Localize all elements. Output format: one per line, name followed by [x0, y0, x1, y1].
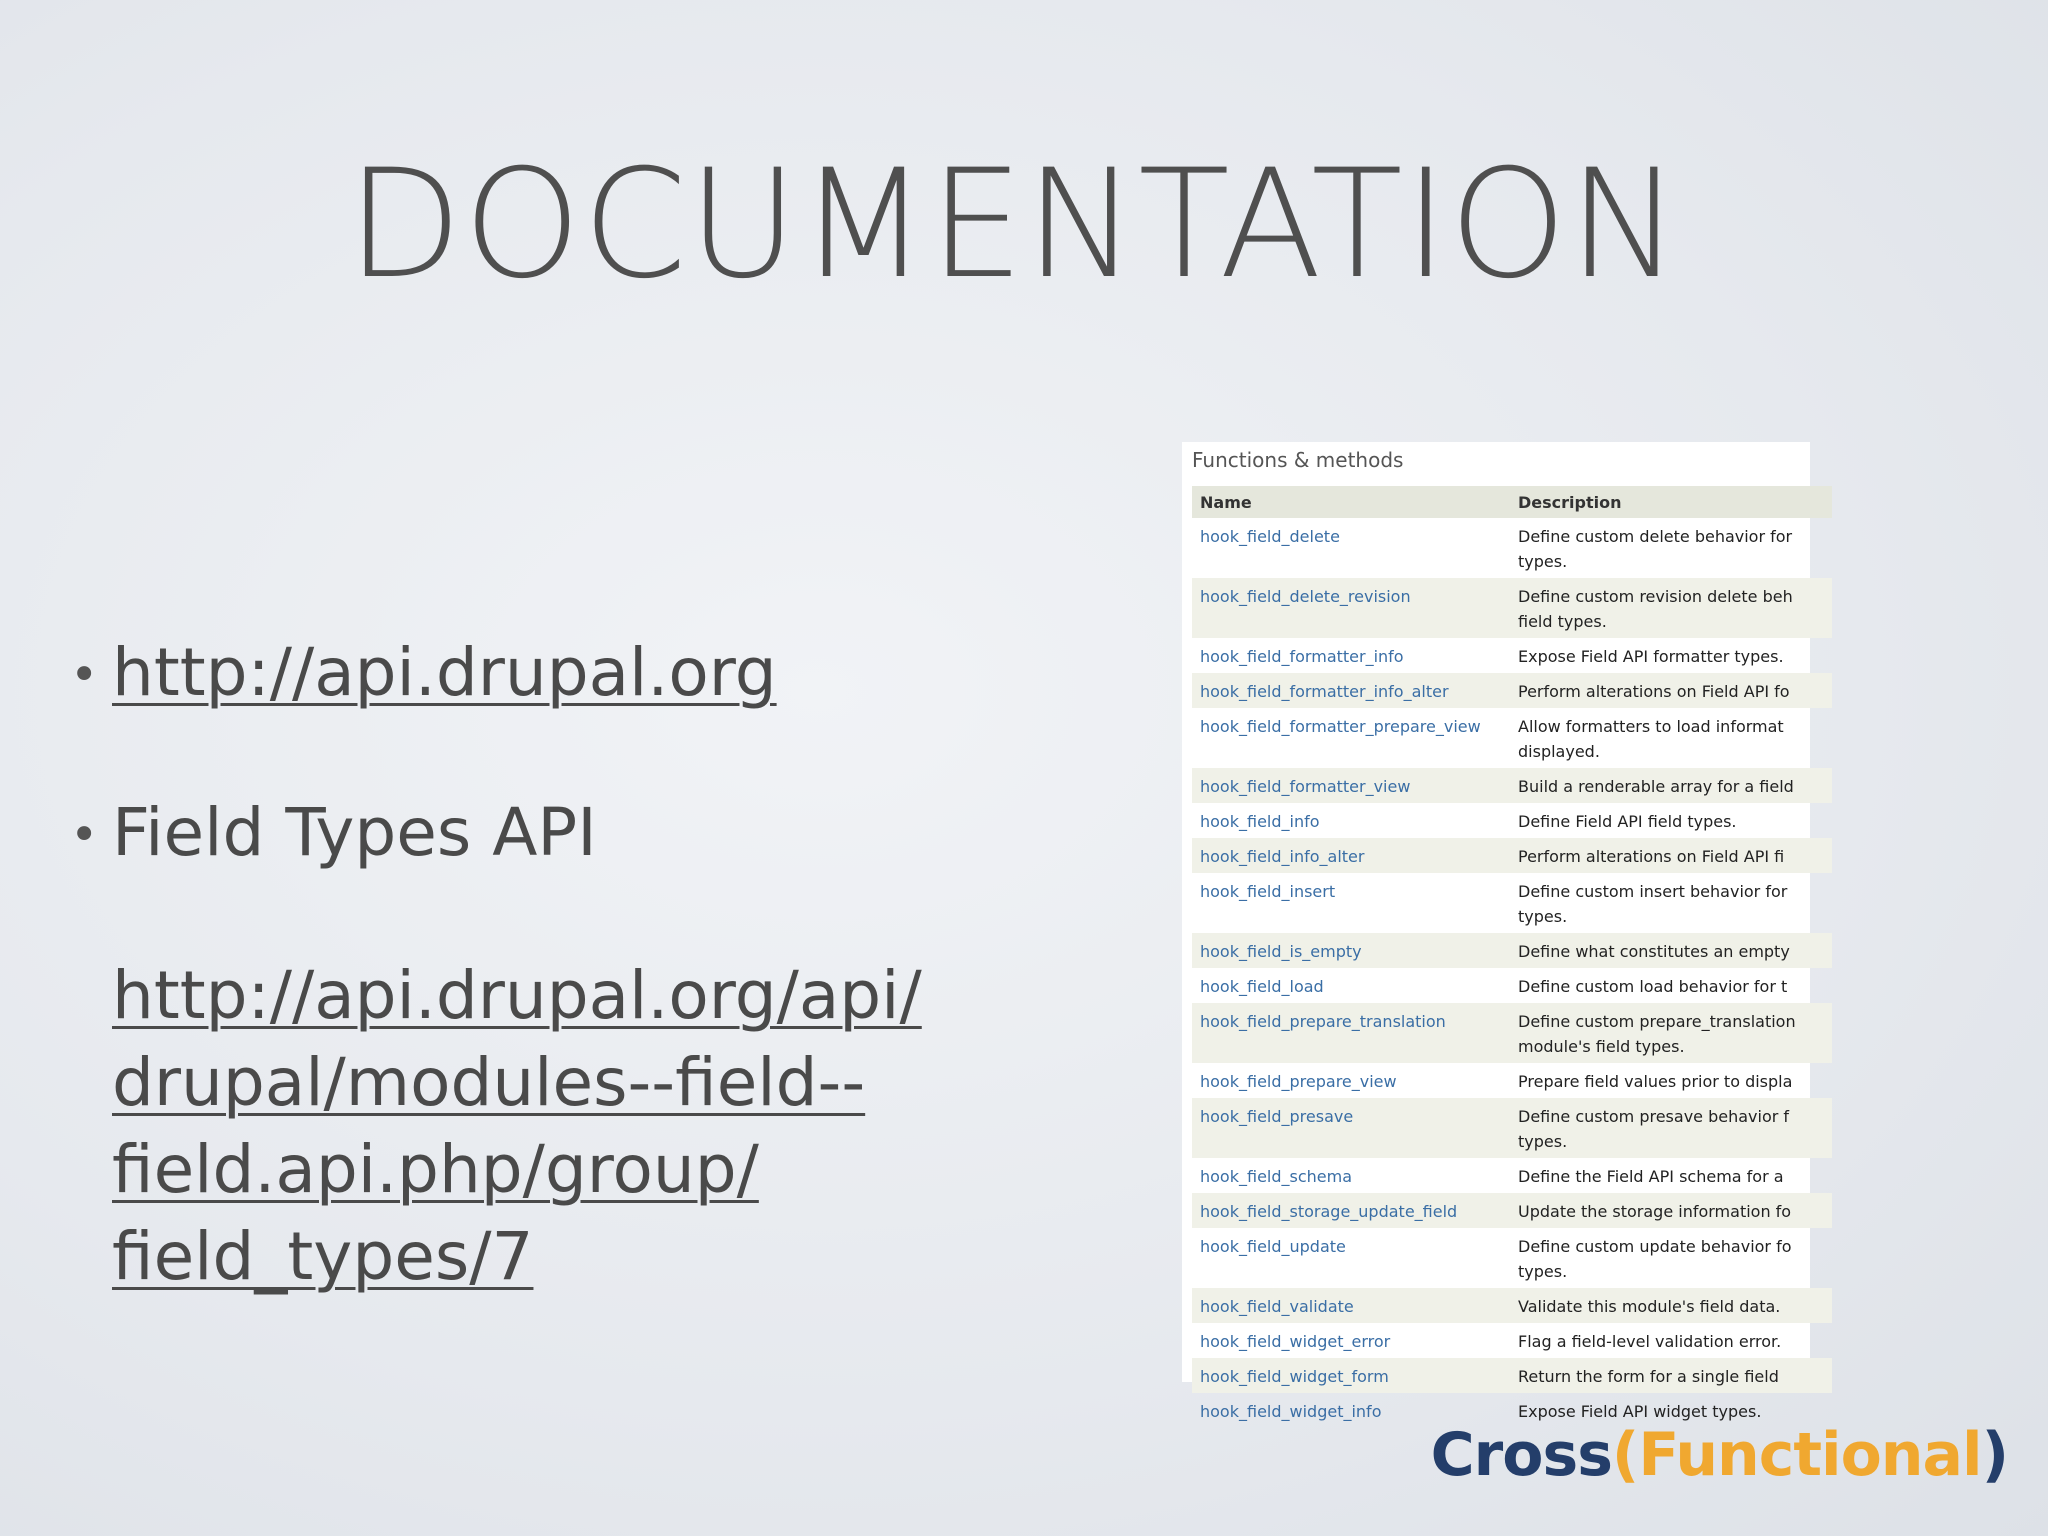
- function-name-link[interactable]: hook_field_formatter_info: [1200, 647, 1404, 666]
- description-line: Define custom prepare_translation: [1518, 1012, 1796, 1031]
- table-row: [1192, 1003, 1832, 1063]
- crossfunctional-logo: [1431, 1420, 2008, 1490]
- function-description: [1510, 1193, 1832, 1228]
- description-line: Define what constitutes an empty: [1518, 942, 1790, 961]
- description-line: Define custom revision delete beh: [1518, 587, 1793, 606]
- function-name-link[interactable]: hook_field_prepare_view: [1200, 1072, 1397, 1091]
- function-name-link[interactable]: hook_field_widget_form: [1192, 1358, 1510, 1393]
- description-line: types.: [1518, 552, 1568, 571]
- api-drupal-link[interactable]: http://api.drupal.org: [112, 634, 777, 711]
- function-description: [1510, 673, 1832, 708]
- description-line: Define the Field API schema for a: [1518, 1167, 1784, 1186]
- table-row: [1192, 1063, 1832, 1098]
- table-row: [1192, 1193, 1832, 1228]
- description-line: Define Field API field types.: [1518, 812, 1737, 831]
- description-line: Define custom update behavior fo: [1518, 1237, 1792, 1256]
- panel-title: Functions & methods: [1192, 448, 1404, 472]
- function-description: [1510, 1288, 1832, 1323]
- function-description: [1510, 768, 1832, 803]
- function-description: [1510, 933, 1832, 968]
- functions-methods-screenshot: [1182, 442, 1810, 1421]
- function-name-link[interactable]: hook_field_update: [1200, 1237, 1346, 1256]
- function-description: [1510, 1158, 1832, 1193]
- field-types-url-line[interactable]: field_types/7: [112, 1218, 534, 1295]
- description-line: Define custom presave behavior f: [1518, 1107, 1790, 1126]
- function-name-link[interactable]: hook_field_load: [1200, 977, 1324, 996]
- field-types-label: Field Types API: [112, 794, 597, 871]
- function-description: [1510, 518, 1832, 578]
- function-name-link[interactable]: hook_field_presave: [1192, 1098, 1510, 1158]
- function-name-link[interactable]: hook_field_delete: [1200, 527, 1340, 546]
- description-line: displayed.: [1518, 742, 1600, 761]
- function-description: [1510, 578, 1832, 638]
- description-line: types.: [1518, 1132, 1568, 1151]
- bullet-dot: •: [70, 647, 99, 703]
- description-line: Perform alterations on Field API fi: [1518, 847, 1785, 866]
- function-name-link[interactable]: hook_field_schema: [1200, 1167, 1353, 1186]
- function-name-link[interactable]: hook_field_formatter_view: [1192, 768, 1510, 803]
- description-line: Update the storage information fo: [1518, 1202, 1792, 1221]
- function-name-link[interactable]: hook_field_delete_revision: [1192, 578, 1510, 638]
- function-description: [1510, 1003, 1832, 1063]
- function-description: [1510, 873, 1832, 933]
- table-row: [1192, 518, 1832, 578]
- table-row: [1192, 638, 1832, 673]
- table-row: [1192, 578, 1832, 638]
- function-description: [1510, 1323, 1832, 1358]
- bullet-field-types: [70, 790, 597, 880]
- table-row: [1192, 1288, 1832, 1323]
- description-line: types.: [1518, 907, 1568, 926]
- table-row: [1192, 803, 1832, 838]
- description-line: field types.: [1518, 612, 1607, 631]
- function-name-link[interactable]: hook_field_insert: [1200, 882, 1336, 901]
- logo-part-cross: Cross: [1430, 1420, 1612, 1490]
- functions-table: [1192, 486, 1832, 1428]
- bullet-dot: •: [70, 807, 99, 863]
- field-types-url: [112, 952, 1012, 1300]
- bullet-api-link: [70, 630, 777, 720]
- description-line: Perform alterations on Field API fo: [1518, 682, 1790, 701]
- description-line: Define custom insert behavior for: [1518, 882, 1788, 901]
- function-name-link[interactable]: hook_field_widget_info: [1200, 1402, 1382, 1421]
- table-row: [1192, 1358, 1832, 1393]
- function-description: [1510, 838, 1832, 873]
- function-description: [1510, 708, 1832, 768]
- description-line: Expose Field API widget types.: [1518, 1402, 1762, 1421]
- table-row: [1192, 708, 1832, 768]
- description-line: Expose Field API formatter types.: [1518, 647, 1784, 666]
- logo-part-functional: Functional: [1638, 1420, 1982, 1490]
- description-line: Flag a field-level validation error.: [1518, 1332, 1782, 1351]
- function-description: [1510, 1063, 1832, 1098]
- column-header-description: Description: [1510, 486, 1832, 518]
- description-line: Allow formatters to load informat: [1518, 717, 1784, 736]
- function-name-link[interactable]: hook_field_info: [1200, 812, 1320, 831]
- function-description: [1510, 1228, 1832, 1288]
- description-line: Build a renderable array for a field: [1518, 777, 1794, 796]
- table-row: [1192, 768, 1832, 803]
- function-name-link[interactable]: hook_field_is_empty: [1192, 933, 1510, 968]
- function-description: [1510, 968, 1832, 1003]
- description-line: Prepare field values prior to displa: [1518, 1072, 1793, 1091]
- table-row: [1192, 1323, 1832, 1358]
- column-header-name: Name: [1192, 486, 1510, 518]
- description-line: Define custom load behavior for t: [1518, 977, 1788, 996]
- function-name-link[interactable]: hook_field_widget_error: [1200, 1332, 1391, 1351]
- description-line: Return the form for a single field: [1518, 1367, 1779, 1386]
- description-line: module's field types.: [1518, 1037, 1685, 1056]
- function-description: [1510, 1358, 1832, 1393]
- function-name-link[interactable]: hook_field_prepare_translation: [1192, 1003, 1510, 1063]
- slide-title: DOCUMENTATION: [346, 138, 1682, 312]
- logo-close-paren: ): [1981, 1420, 2008, 1490]
- description-line: types.: [1518, 1262, 1568, 1281]
- table-header: [1192, 486, 1832, 518]
- function-description: [1510, 638, 1832, 673]
- function-name-link[interactable]: hook_field_validate: [1192, 1288, 1510, 1323]
- function-name-link[interactable]: hook_field_info_alter: [1192, 838, 1510, 873]
- field-types-url-line[interactable]: drupal/modules--field--: [112, 1044, 866, 1121]
- field-types-url-line[interactable]: http://api.drupal.org/api/: [112, 957, 922, 1034]
- table-row: [1192, 933, 1832, 968]
- table-row: [1192, 838, 1832, 873]
- function-description: [1510, 1098, 1832, 1158]
- function-name-link[interactable]: hook_field_formatter_info_alter: [1192, 673, 1510, 708]
- description-line: Validate this module's field data.: [1518, 1297, 1781, 1316]
- field-types-url-line[interactable]: field.api.php/group/: [112, 1131, 759, 1208]
- function-name-link[interactable]: hook_field_formatter_prepare_view: [1200, 717, 1481, 736]
- table-row: [1192, 968, 1832, 1003]
- logo-open-paren: (: [1611, 1420, 1639, 1490]
- description-line: Define custom delete behavior for: [1518, 527, 1793, 546]
- function-description: [1510, 803, 1832, 838]
- table-row: [1192, 673, 1832, 708]
- table-row: [1192, 1098, 1832, 1158]
- table-row: [1192, 1228, 1832, 1288]
- table-body: [1192, 518, 1832, 1428]
- function-name-link[interactable]: hook_field_storage_update_field: [1192, 1193, 1510, 1228]
- table-row: [1192, 1158, 1832, 1193]
- table-row: [1192, 873, 1832, 933]
